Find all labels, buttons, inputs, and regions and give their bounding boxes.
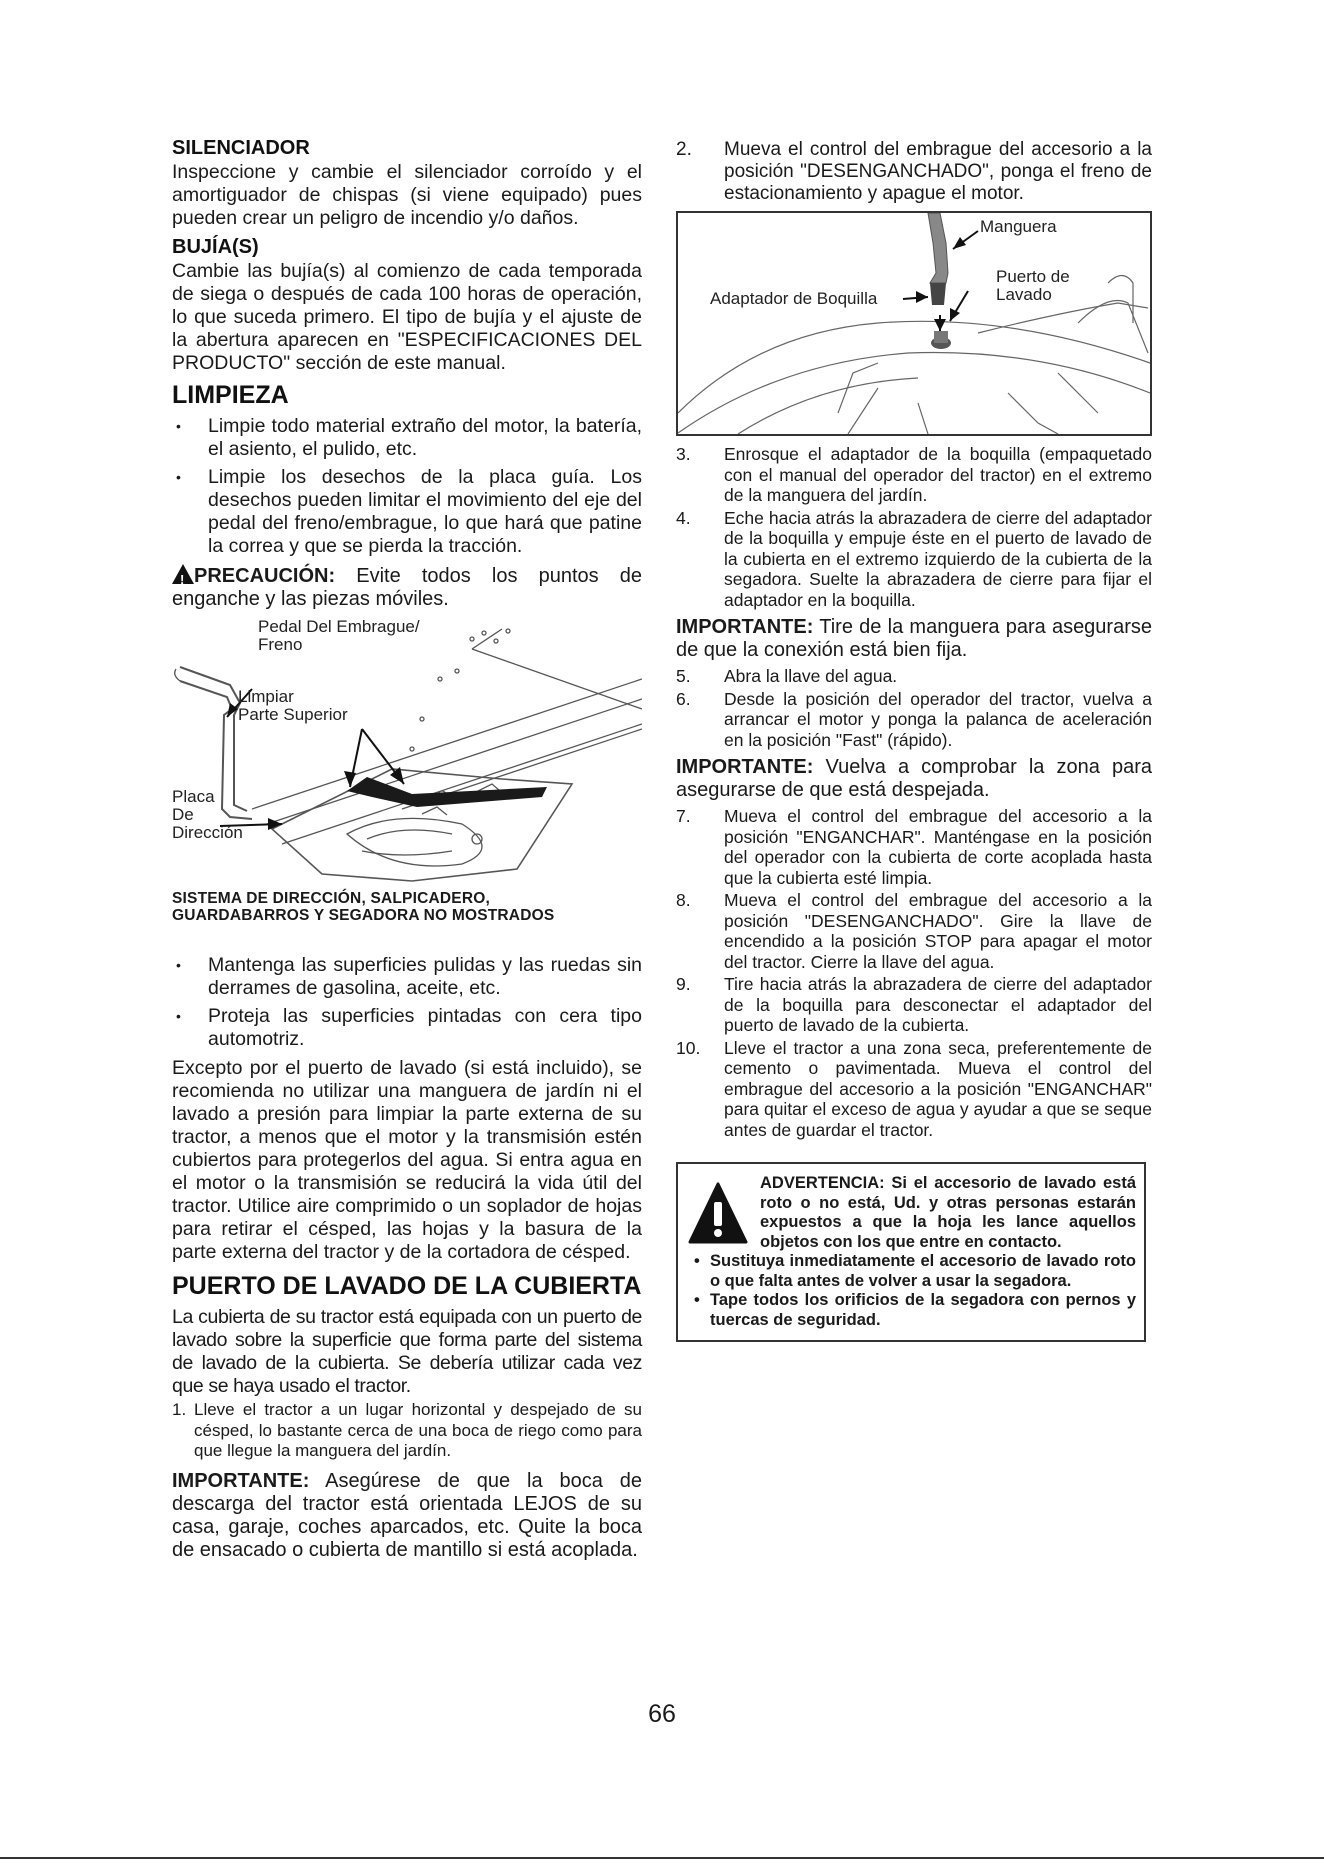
- step-text: Lleve el tractor a una zona seca, preferentemente de cemento o pavimentada. Mueva el control del embrague del accesorio a la posición "ENGANCHAR" para quitar el exceso de agua y ayudar a que se seque antes de guardar el tractor.: [724, 1037, 1152, 1140]
- excepto-paragraph: Excepto por el puerto de lavado (si está incluido), se recomienda no utilizar una manguera de jardín ni el lavado a presión para limpiar la parte externa de su tractor, a menos que el motor y la transmisión estén cubiertos para protegerlos del agua. Si entra agua en el motor o la transmisión se reducirá la vida útil del tractor. Utilice aire comprimido o un soplador de hojas para retirar el césped, las hojas y la basura de la parte externa del tractor y de la cortadora de césped.: [172, 1057, 642, 1263]
- label-parte-superior: Parte Superior: [238, 705, 348, 724]
- list-item: [676, 666, 1152, 687]
- list-item: [676, 689, 1152, 751]
- label-placa: Placa: [172, 787, 215, 806]
- list-item: • Limpie los desechos de la placa guía. Los desechos pueden limitar el movimiento del eje del pedal del freno/embrague, lo que hará que patine la correa y que se pierda la tracción.: [172, 466, 642, 558]
- step-text: Mueva el control del embrague del accesorio a la posición "DESENGANCHADO". Gire la llave de encendido a la posición STOP para apagar el motor del tractor. Cierre la llave del agua.: [724, 890, 1152, 972]
- warning-text: ADVERTENCIA: Si el accesorio de lavado está roto o no está, Ud. y otras personas estarán expuestos a que la hoja les lance aquellos objetos con los que entre en contacto.: [760, 1174, 1136, 1251]
- list-item: [676, 974, 1152, 1036]
- list-item: [676, 139, 1152, 205]
- importante-note: [172, 1470, 642, 1562]
- puerto-lavado-heading: PUERTO DE LAVADO DE LA CUBIERTA: [172, 1272, 642, 1300]
- steps-5-6: [676, 666, 1152, 750]
- list-item: [676, 444, 1152, 506]
- list-item: • Sustituya inmediatamente el accesorio de lavado roto o que falta antes de volver a usar la segadora.: [688, 1252, 1136, 1291]
- label-direccion: Dirección: [172, 823, 243, 842]
- step-text: Mueva el control del embrague del accesorio a la posición "ENGANCHAR". Manténgase en la posición del operador con la cubierta de corte acoplada hasta que la cubierta esté limpia.: [724, 806, 1152, 888]
- step-text: Abra la llave del agua.: [724, 666, 898, 686]
- list-item: • Tape todos los orificios de la segadora con pernos y tuercas de seguridad.: [688, 1291, 1136, 1330]
- warning-head: [688, 1174, 1136, 1252]
- surface-care-list: [172, 954, 642, 1051]
- page-bottom-rule: [0, 1857, 1324, 1859]
- warning-list: [688, 1252, 1136, 1330]
- list-item: [676, 806, 1152, 888]
- wash-port-figure: [676, 211, 1152, 436]
- steering-plate-figure: [172, 619, 642, 884]
- puerto-steps: [172, 1400, 642, 1462]
- limpieza-heading: LIMPIEZA: [172, 381, 289, 409]
- limpieza-list: [172, 415, 642, 558]
- list-item: [676, 890, 1152, 972]
- step-number: 2.: [676, 139, 692, 160]
- step-number: 10.: [676, 1037, 701, 1058]
- page-number: 66: [648, 1700, 676, 1728]
- label-de: De: [172, 805, 194, 824]
- left-column: [172, 137, 642, 1566]
- puerto-lavado-text: La cubierta de su tractor está equipada con un puerto de lavado sobre la superficie que forma parte del sistema de lavado de la cubierta. Se debería utilizar cada vez que se haya usado el tractor.: [172, 1306, 642, 1397]
- step-number: 7.: [676, 806, 691, 826]
- step-number: 9.: [676, 974, 691, 994]
- importante-label: IMPORTANTE:: [172, 1469, 310, 1492]
- label-puerto: Puerto de: [996, 267, 1070, 286]
- caution-note: [172, 564, 642, 611]
- steps-2: [676, 139, 1152, 205]
- importante-text: Tire de la manguera para asegurarse de que la conexión está bien fija.: [676, 616, 1152, 661]
- label-adaptador: Adaptador de Boquilla: [710, 289, 878, 308]
- step-number: 5.: [676, 666, 691, 686]
- step-number: 6.: [676, 688, 691, 709]
- list-item: • Mantenga las superficies pulidas y las ruedas sin derrames de gasolina, aceite, etc.: [172, 954, 642, 1000]
- bujias-heading: BUJÍA(S): [172, 236, 259, 258]
- step-text: Enrosque el adaptador de la boquilla (empaquetado con el manual del operador del tractor) en el extremo de la manguera del jardín.: [724, 444, 1152, 505]
- caution-label: PRECAUCIÓN:: [194, 565, 336, 587]
- step-text: Lleve el tractor a un lugar horizontal y despejado de su césped, lo bastante cerca de una boca de riego como para que llegue la manguera del jardín.: [194, 1400, 642, 1460]
- step-text: Desde la posición del operador del tractor, vuelva a arrancar el motor y ponga la palanca de aceleración en la posición "Fast" (rápido).: [724, 688, 1152, 750]
- step-number: 8.: [676, 890, 691, 910]
- caption-line: GUARDABARROS Y SEGADORA NO MOSTRADOS: [172, 907, 555, 924]
- label-freno: Freno: [258, 635, 303, 654]
- list-item: • Limpie todo material extraño del motor, la batería, el asiento, el pulido, etc.: [172, 415, 642, 461]
- label-limpiar: Limpiar: [238, 687, 294, 706]
- importante-note-2: [676, 756, 1152, 802]
- step-number: 1.: [172, 1400, 187, 1419]
- silenciador-text: Inspeccione y cambie el silenciador corroído y el amortiguador de chispas (si viene equipado) pues pueden crear un peligro de incendio y/o daños.: [172, 161, 642, 229]
- step-text: Eche hacia atrás la abrazadera de cierre del adaptador de la boquilla y empuje éste en el puerto de lavado de la cubierta en el extremo izquierdo de la cubierta de la segadora. Suelte la abrazadera de cierre para fijar el adaptador en la boquilla.: [724, 507, 1152, 610]
- importante-note-1: [676, 616, 1152, 662]
- label-manguera: Manguera: [980, 217, 1057, 236]
- label-pedal: Pedal Del Embrague/: [258, 617, 420, 636]
- warning-triangle-icon: [172, 564, 194, 584]
- figure-caption: [172, 890, 642, 924]
- steps-3-4: [676, 444, 1152, 610]
- importante-text: Vuelva a comprobar la zona para asegurarse de que está despejada.: [676, 756, 1152, 801]
- wash-port-illustration: [678, 213, 1150, 434]
- bujias-text: Cambie las bujía(s) al comienzo de cada temporada de siega o después de cada 100 horas de operación, lo que suceda primero. El tipo de bujía y el ajuste de la abertura aparecen en "ESPECIFICACIONES DEL PRODUCTO" sección de este manual.: [172, 260, 642, 374]
- importante-text: Asegúrese de que la boca de descarga del tractor está orientada LEJOS de su casa, garaje, coches aparcados, etc. Quite la boca de ensacado o cubierta de mantillo si está acoplada.: [172, 1469, 642, 1561]
- label-lavado: Lavado: [996, 285, 1052, 304]
- step-text: Tire hacia atrás la abrazadera de cierre del adaptador de la boquilla para desconectar el adaptador del puerto de lavado de la cubierta.: [724, 974, 1152, 1035]
- steering-plate-illustration: [172, 619, 642, 884]
- step-number: 3.: [676, 444, 691, 464]
- list-item: [676, 1038, 1152, 1141]
- step-number: 4.: [676, 507, 691, 528]
- list-item: [172, 1400, 642, 1462]
- step-text: Mueva el control del embrague del accesorio a la posición "DESENGANCHADO", ponga el freno de estacionamiento y apague el motor.: [724, 139, 1152, 204]
- list-item: [676, 508, 1152, 611]
- caution-text: Evite todos los puntos de enganche y las piezas móviles.: [172, 565, 642, 610]
- importante-label: IMPORTANTE:: [676, 756, 814, 778]
- steps-7-10: [676, 806, 1152, 1140]
- list-item: • Proteja las superficies pintadas con cera tipo automotriz.: [172, 1005, 642, 1051]
- right-column: [676, 139, 1152, 1342]
- warning-box: [676, 1162, 1146, 1342]
- silenciador-heading: SILENCIADOR: [172, 137, 310, 159]
- warning-triangle-icon: [688, 1182, 748, 1246]
- importante-label: IMPORTANTE:: [676, 616, 814, 638]
- caption-line: SISTEMA DE DIRECCIÓN, SALPICADERO,: [172, 890, 490, 907]
